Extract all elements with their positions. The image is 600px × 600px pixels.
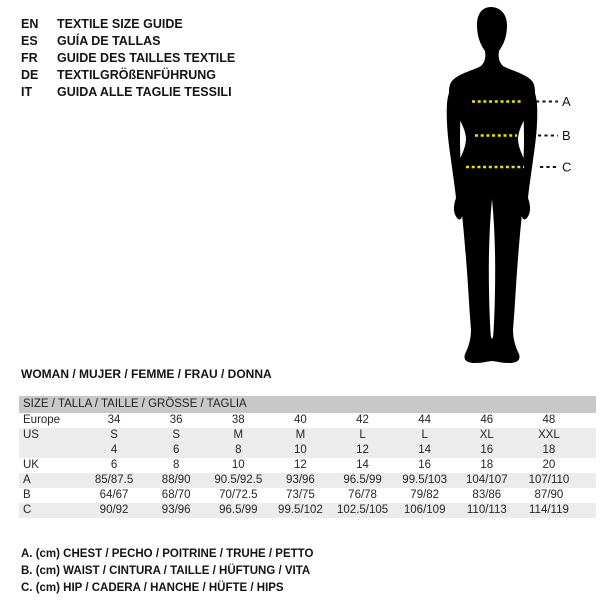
size-cell: 104/107 [466,474,508,486]
language-row-en [21,16,235,33]
language-row-de [21,67,235,84]
size-cell: 14 [418,444,432,456]
size-cell: 6 [110,459,118,471]
size-cell: 110/113 [466,504,507,516]
size-cell: 40 [294,414,307,426]
table-row-europe [19,413,596,428]
size-cell: 114/119 [529,504,569,516]
language-title: TEXTILE SIZE GUIDE [57,17,183,31]
size-cell: 90/92 [99,504,129,516]
size-cell: M [295,429,306,441]
size-cell: M [233,429,244,441]
language-code: ES [21,34,38,48]
language-title: GUÍA DE TALLAS [57,34,161,48]
size-cell: XL [479,429,494,441]
size-cell: 85/87.5 [94,474,134,486]
size-cell: S [172,429,181,441]
measurement-legend [21,546,313,597]
size-cell: 83/86 [472,489,502,501]
size-cell: 4 [110,444,118,456]
row-label: UK [23,459,39,471]
size-cell: 93/96 [161,504,191,516]
row-label: B [23,489,31,501]
size-cell: 34 [107,414,121,426]
size-cell: 64/67 [99,489,129,501]
size-cell: 102.5/105 [336,504,389,516]
table-row-a [19,473,596,488]
size-table [19,396,596,518]
size-cell: 99.5/103 [402,474,448,486]
size-cell: 44 [418,414,432,426]
size-cell: 38 [231,414,245,426]
size-cell: 93/96 [286,474,315,486]
size-cell: S [110,429,118,441]
size-cell: 48 [542,414,556,426]
size-cell: 90.5/92.5 [214,474,263,486]
size-cell: 96.5/99 [219,504,258,516]
size-cell: 8 [235,444,242,456]
size-cell: 14 [356,459,369,471]
row-label: A [23,474,31,486]
size-cell: 16 [418,459,432,471]
size-cell: 79/82 [410,489,440,501]
size-cell: 18 [480,459,494,471]
size-cell: 88/90 [161,474,191,486]
size-cell: 68/70 [161,489,191,501]
language-code: EN [21,17,39,31]
table-row-c [19,503,596,518]
legend-line: A. (cm) CHEST / PECHO / POITRINE / TRUHE / PETTO [21,548,314,560]
size-cell: 18 [542,444,556,456]
size-cell: 20 [542,459,556,471]
left-arm [447,80,464,219]
language-title: GUIDE DES TAILLES TEXTILE [57,51,236,65]
chest-label: A [562,94,571,109]
size-cell: 8 [172,459,180,471]
row-label: C [23,504,32,516]
size-cell: 107/110 [528,474,570,486]
language-code: IT [21,85,33,99]
language-row-es [21,33,235,50]
row-label: US [23,429,39,441]
row-label: Europe [23,414,61,426]
table-row-us-numeric [19,443,596,458]
size-cell: 76/78 [348,489,377,501]
size-cell: L [421,429,428,441]
language-row-fr [21,50,235,67]
size-cell: 87/90 [534,489,564,501]
language-title: TEXTILGRÖßENFÜHRUNG [57,68,217,82]
hip-label: C [562,159,572,175]
language-row-it [21,84,235,101]
legend-line: C. (cm) HIP / CADERA / HANCHE / HÜFTE / HIPS [21,582,284,594]
legend-line: B. (cm) WAIST / CINTURA / TAILLE / HÜFTUNG / VITA [21,565,311,577]
size-cell: 96.5/99 [343,474,382,486]
right-arm [521,80,538,219]
size-cell: 46 [480,414,494,426]
size-table-body [19,413,596,518]
table-row-b [19,488,596,503]
language-title: GUIDA ALLE TAGLIE TESSILI [57,85,232,99]
size-table-header: SIZE / TALLA / TAILLE / GRÖSSE / TAGLIA [19,396,596,413]
size-cell: 10 [294,444,307,456]
size-cell: 12 [294,459,307,471]
size-cell: 99.5/102 [278,504,323,516]
size-cell: 12 [356,444,369,456]
woman-silhouette-figure [430,0,600,370]
language-code: DE [21,68,39,82]
size-cell: 10 [231,459,245,471]
size-cell: XXL [538,429,560,441]
table-row-us [19,428,596,443]
language-title-list [21,16,235,101]
size-cell: L [359,429,366,441]
size-cell: 6 [172,444,180,456]
size-cell: 36 [169,414,183,426]
size-cell: 73/75 [286,489,315,501]
waist-label: B [562,128,571,143]
size-cell: 70/72.5 [219,489,258,501]
size-cell: 16 [480,444,494,456]
table-row-uk [19,458,596,473]
size-cell: 42 [356,414,369,426]
row-label [19,443,83,458]
language-code: FR [21,51,38,65]
gender-heading: WOMAN / MUJER / FEMME / FRAU / DONNA [21,367,272,381]
size-cell: 106/109 [403,504,446,516]
